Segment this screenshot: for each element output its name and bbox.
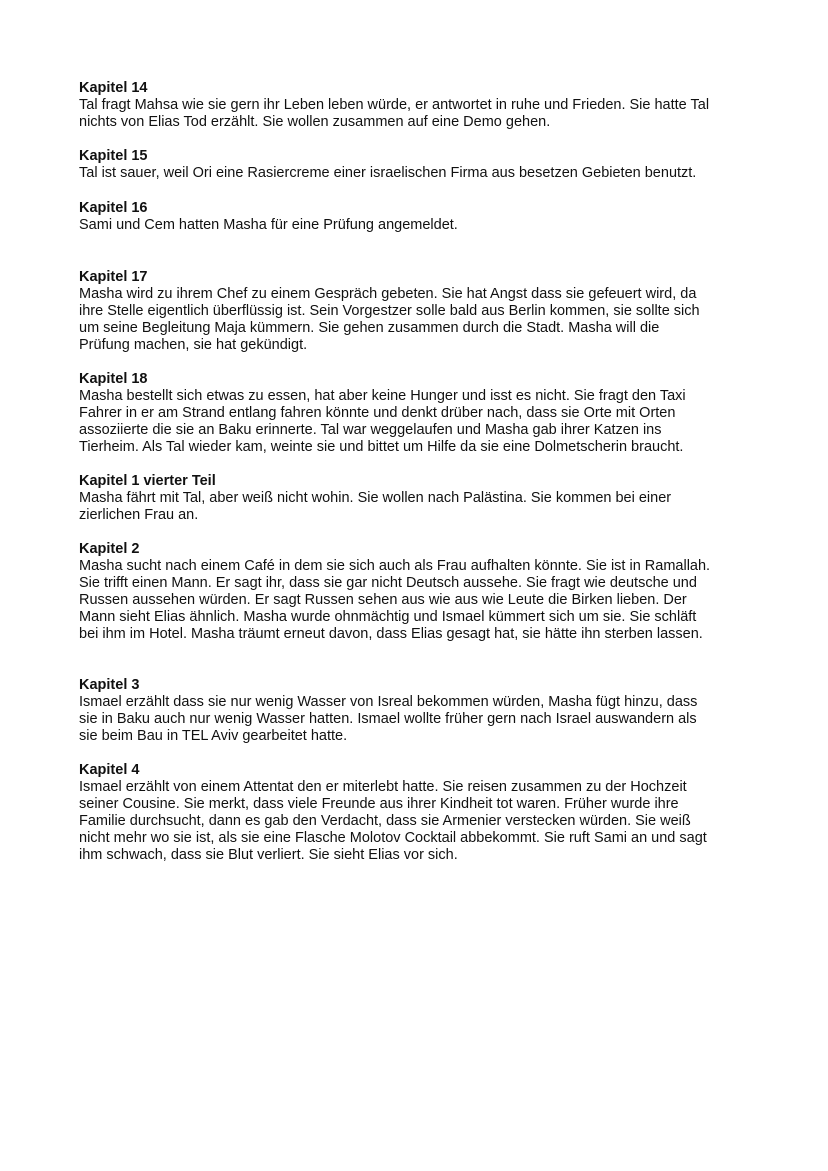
chapter-section: [79, 473, 759, 524]
chapter-heading: Kapitel 15: [79, 148, 148, 164]
chapter-section: [79, 677, 759, 745]
text-line: ihre Stelle eigentlich überflüssig ist. Sein Vorgestzer solle bald aus Berlin kommen, sie sollte sich: [79, 303, 700, 319]
chapter-text: [79, 97, 759, 131]
chapter-text: [79, 217, 759, 234]
text-line: Familie durchsucht, dann es gab den Verdacht, dass sie Armenier verstecken würden. Sie weiß: [79, 813, 691, 829]
chapter-text: [79, 558, 759, 643]
chapter-section: [79, 269, 759, 354]
text-line: Masha fährt mit Tal, aber weiß nicht wohin. Sie wollen nach Palästina. Sie kommen bei einer: [79, 490, 672, 506]
chapter-heading: Kapitel 17: [79, 269, 148, 285]
text-line: bei ihm im Hotel. Masha träumt erneut davon, dass Elias gesagt hat, sie hätte ihn sterben lassen.: [79, 626, 703, 642]
text-line: Sie trifft einen Mann. Er sagt ihr, dass sie gar nicht Deutsch aussehe. Sie fragt wie deutsche und: [79, 575, 697, 591]
chapter-text: [79, 388, 759, 456]
chapter-heading: Kapitel 2: [79, 541, 140, 557]
text-line: ihm schwach, dass sie Blut verliert. Sie sieht Elias vor sich.: [79, 847, 458, 863]
chapter-section: [79, 541, 759, 643]
text-line: Masha sucht nach einem Café in dem sie sich auch als Frau aufhalten könnte. Sie ist in Ramallah.: [79, 558, 711, 574]
text-line: Masha wird zu ihrem Chef zu einem Gespräch gebeten. Sie hat Angst dass sie gefeuert wird, da: [79, 286, 697, 302]
text-line: sie in Baku auch nur wenig Wasser hatten. Ismael wollte früher gern nach Israel auswandern als: [79, 711, 697, 727]
text-line: Sami und Cem hatten Masha für eine Prüfung angemeldet.: [79, 217, 458, 233]
chapter-text: [79, 490, 759, 524]
chapter-heading: Kapitel 18: [79, 371, 148, 387]
text-line: Ismael erzählt dass sie nur wenig Wasser von Isreal bekommen würden, Masha fügt hinzu, dass: [79, 694, 698, 710]
chapter-text: [79, 779, 759, 864]
text-line: Tal fragt Mahsa wie sie gern ihr Leben leben würde, er antwortet in ruhe und Frieden. Sie hatte Tal: [79, 97, 710, 113]
text-line: Prüfung machen, sie hat gekündigt.: [79, 337, 308, 353]
document-page: [79, 80, 759, 864]
chapter-section: [79, 762, 759, 864]
text-line: sie beim Bau in TEL Aviv gearbeitet hatte.: [79, 728, 348, 744]
text-line: Tierheim. Als Tal wieder kam, weinte sie und bittet um Hilfe da sie eine Dolmetscherin braucht.: [79, 439, 684, 455]
chapter-text: [79, 165, 759, 182]
text-line: Russen aussehen würden. Er sagt Russen sehen aus wie aus wie Leute die Birken lieben. Der: [79, 592, 687, 608]
text-line: Tal ist sauer, weil Ori eine Rasiercreme einer israelischen Firma aus besetzen Gebieten benutzt.: [79, 165, 697, 181]
text-line: Ismael erzählt von einem Attentat den er miterlebt hatte. Sie reisen zusammen zu der Hochzeit: [79, 779, 687, 795]
chapter-heading: Kapitel 3: [79, 677, 140, 693]
text-line: um seine Begleitung Maja kümmern. Sie gehen zusammen durch die Stadt. Masha will die: [79, 320, 660, 336]
text-line: assoziierte die sie an Baku erinnerte. Tal war weggelaufen und Masha gab ihrer Katzen ins: [79, 422, 662, 438]
text-line: seiner Cousine. Sie merkt, dass viele Freunde aus ihrer Kindheit tot waren. Früher wurde ihre: [79, 796, 679, 812]
chapter-section: [79, 148, 759, 182]
text-line: Fahrer in er am Strand entlang fahren könnte und denkt drüber nach, dass sie Orte mit Orten: [79, 405, 676, 421]
text-line: Mann sieht Elias ähnlich. Masha wurde ohnmächtig und Ismael kümmert sich um sie. Sie schläft: [79, 609, 697, 625]
text-line: nichts von Elias Tod erzählt. Sie wollen zusammen auf eine Demo gehen.: [79, 114, 551, 130]
text-line: nicht mehr wo sie ist, als sie eine Flasche Molotov Cocktail abbekommt. Sie ruft Sami an und sagt: [79, 830, 707, 846]
chapter-section: [79, 200, 759, 234]
chapter-text: [79, 286, 759, 354]
chapter-section: [79, 80, 759, 131]
chapter-text: [79, 694, 759, 745]
chapter-heading: Kapitel 4: [79, 762, 140, 778]
chapter-section: [79, 371, 759, 456]
text-line: zierlichen Frau an.: [79, 507, 199, 523]
chapter-heading: Kapitel 14: [79, 80, 148, 96]
chapter-heading: Kapitel 16: [79, 200, 148, 216]
text-line: Masha bestellt sich etwas zu essen, hat aber keine Hunger und isst es nicht. Sie fragt den Taxi: [79, 388, 686, 404]
chapter-heading: Kapitel 1 vierter Teil: [79, 473, 216, 489]
